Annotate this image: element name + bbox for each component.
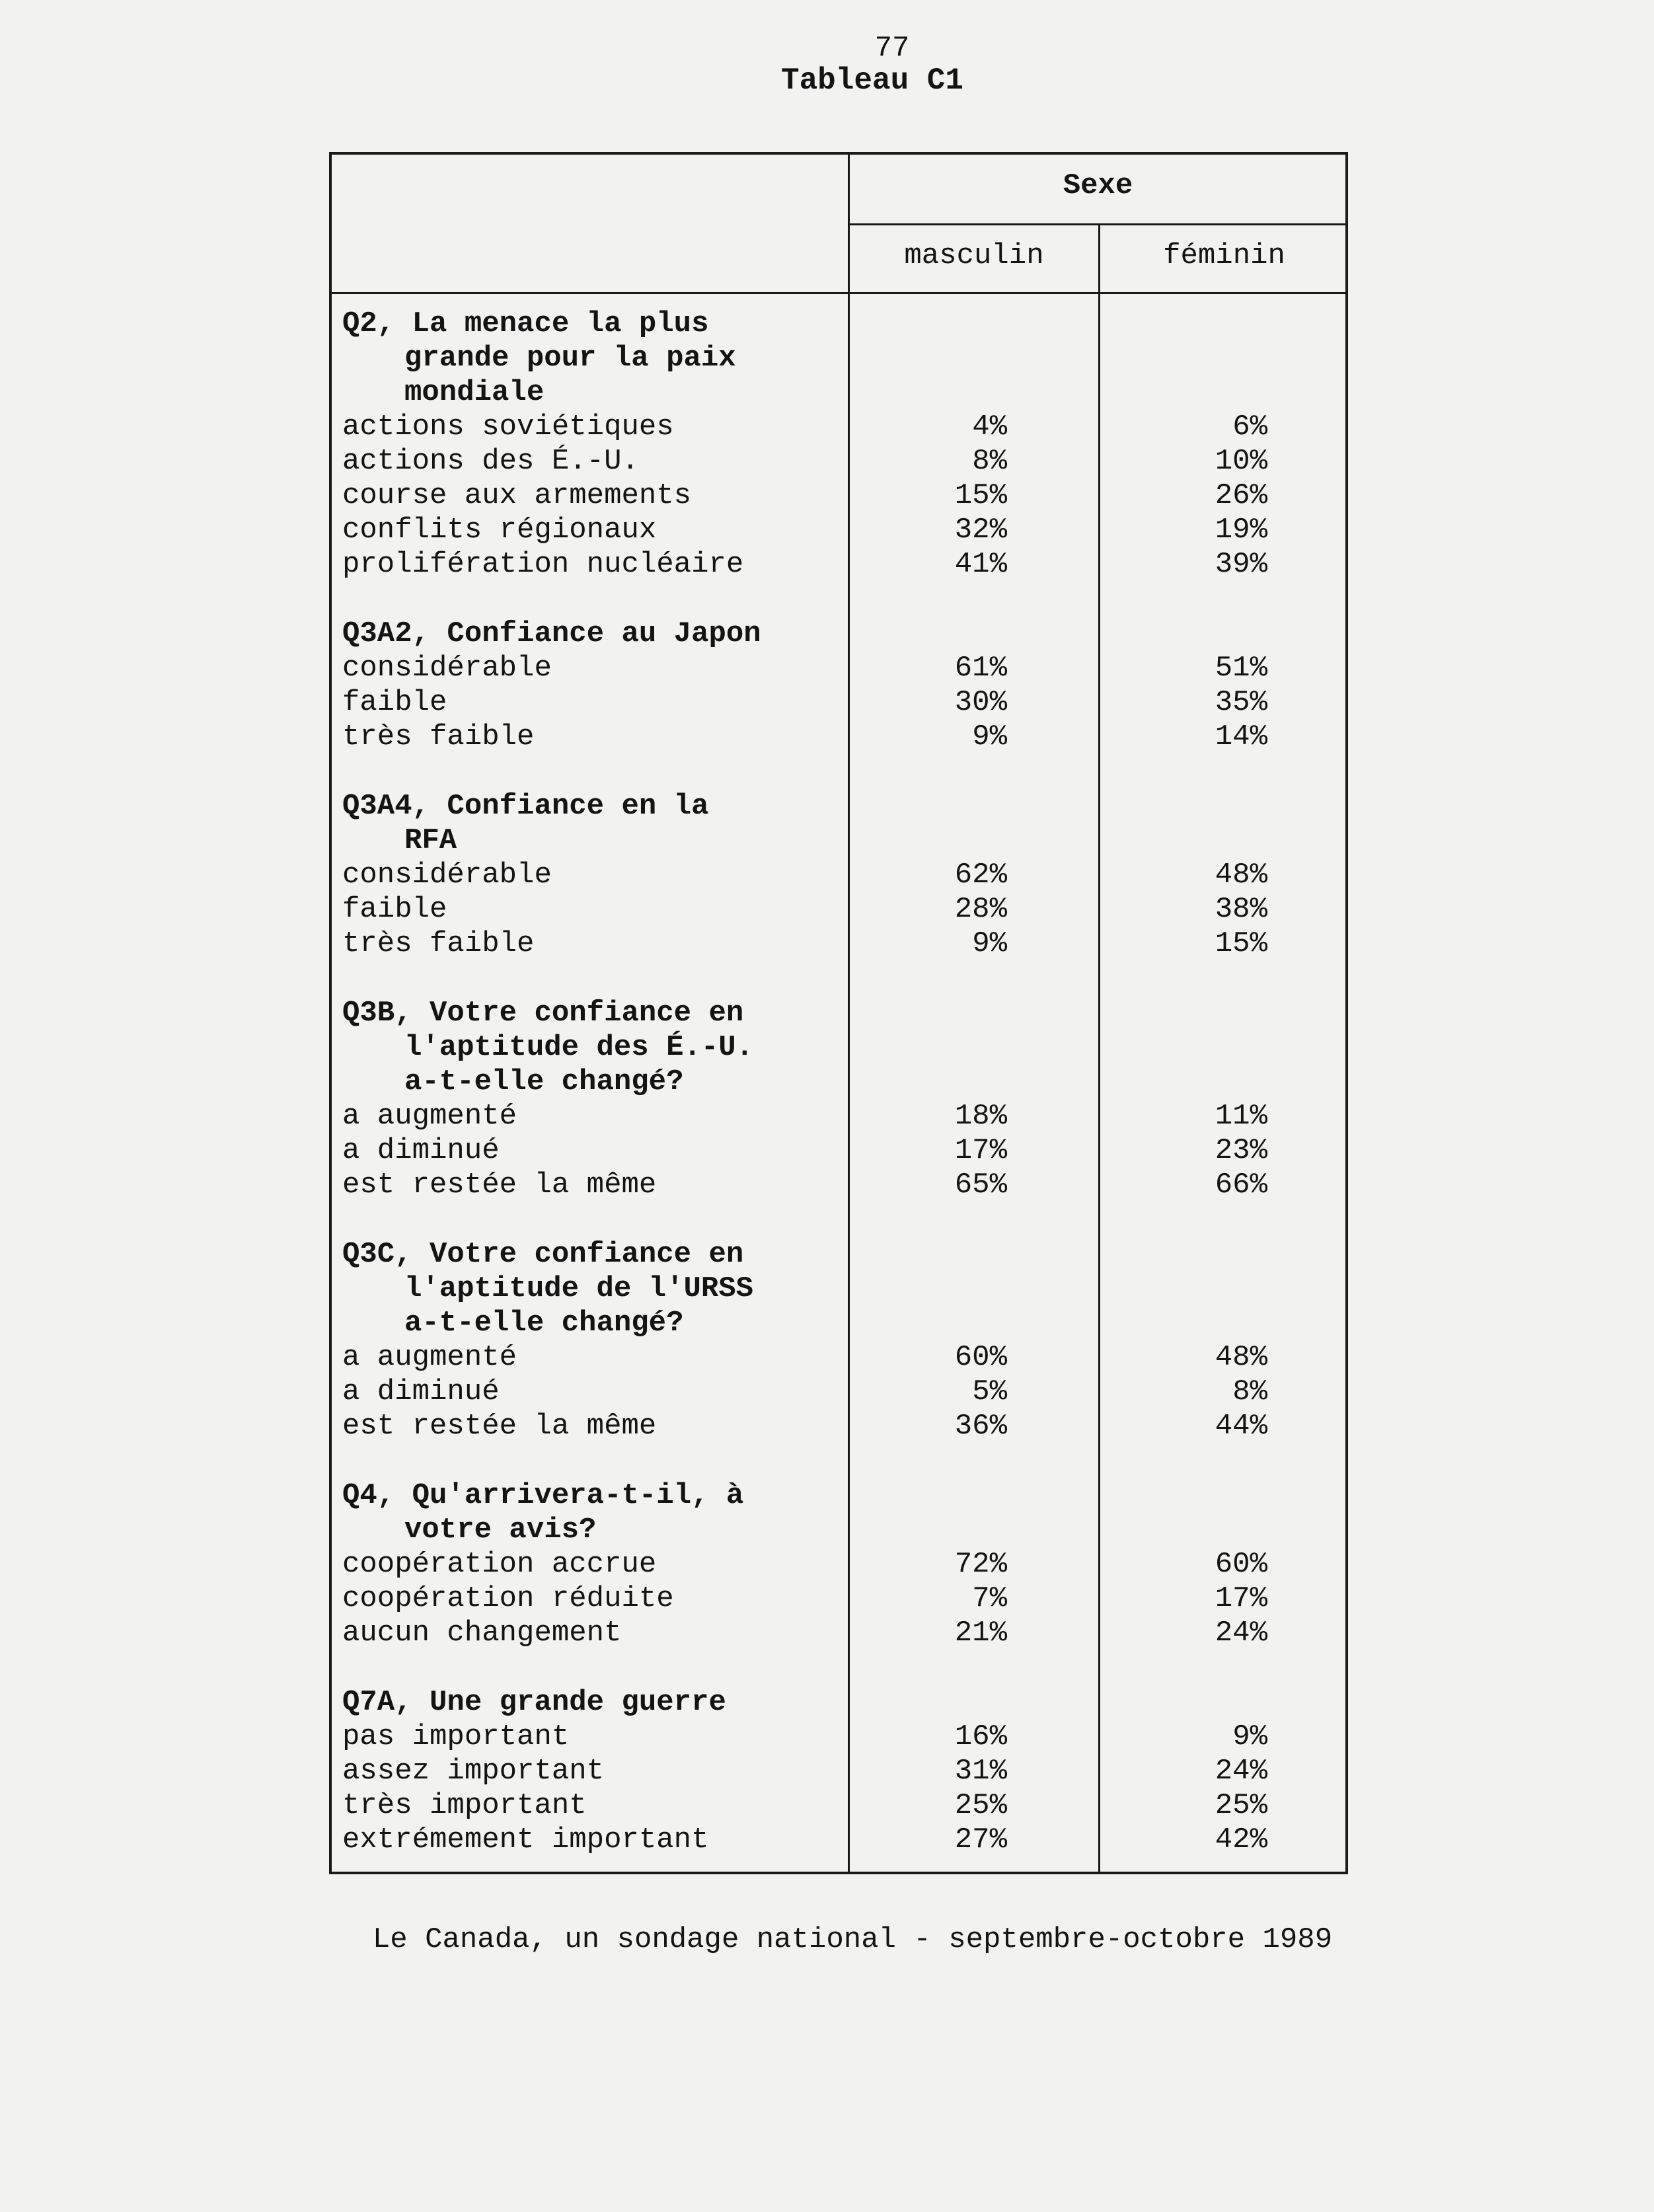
value-masculin: 4%	[972, 410, 1007, 443]
answer-label: aucun changement	[342, 1617, 622, 1650]
value-masculin: 8%	[972, 445, 1007, 478]
value-feminin: 25%	[1215, 1789, 1267, 1822]
question-heading	[342, 375, 1347, 410]
value-masculin: 31%	[954, 1755, 1007, 1788]
value-masculin: 7%	[972, 1582, 1007, 1615]
value-feminin: 23%	[1215, 1134, 1267, 1167]
answer-label: faible	[342, 893, 447, 926]
answer-label: assez important	[342, 1755, 605, 1788]
section-spacer	[342, 1443, 1347, 1478]
question-text: l'aptitude de l'URSS	[404, 1272, 754, 1305]
value-masculin: 28%	[954, 893, 1007, 926]
table-row	[342, 1133, 1347, 1168]
table-row	[342, 410, 1347, 444]
question-text: Q7A, Une grande guerre	[342, 1686, 726, 1719]
value-feminin: 66%	[1215, 1168, 1267, 1201]
value-masculin: 41%	[954, 548, 1007, 581]
table-row	[342, 1823, 1347, 1857]
question-text: Q3B, Votre confiance en	[342, 997, 744, 1030]
value-feminin: 9%	[1232, 1720, 1267, 1753]
question-heading	[342, 1065, 1347, 1099]
answer-label: très faible	[342, 927, 535, 960]
value-masculin: 16%	[954, 1720, 1007, 1753]
answer-label: coopération accrue	[342, 1548, 657, 1581]
question-text: l'aptitude des É.-U.	[404, 1031, 754, 1064]
section-spacer	[342, 582, 1347, 617]
survey-table	[329, 152, 1348, 1874]
table-row	[342, 478, 1347, 513]
value-feminin: 48%	[1215, 858, 1267, 892]
value-masculin: 5%	[972, 1375, 1007, 1408]
value-feminin: 17%	[1215, 1582, 1267, 1615]
value-feminin: 26%	[1215, 479, 1267, 512]
question-heading	[342, 1237, 1347, 1272]
value-feminin: 51%	[1215, 652, 1267, 685]
value-masculin: 62%	[954, 858, 1007, 892]
question-text: mondiale	[404, 376, 545, 409]
footer-source: Le Canada, un sondage national - septembre-octobre 1989	[372, 1923, 1333, 1956]
value-masculin: 36%	[954, 1410, 1007, 1443]
value-feminin: 24%	[1215, 1755, 1267, 1788]
value-feminin: 42%	[1215, 1823, 1267, 1856]
value-masculin: 65%	[954, 1168, 1007, 1201]
value-feminin: 60%	[1215, 1548, 1267, 1581]
question-heading	[342, 307, 1347, 341]
section-spacer	[342, 1202, 1347, 1237]
value-feminin: 39%	[1215, 548, 1267, 581]
value-masculin: 21%	[954, 1617, 1007, 1650]
table-row	[342, 892, 1347, 927]
question-heading	[342, 1030, 1347, 1065]
answer-label: a diminué	[342, 1375, 500, 1408]
value-feminin: 48%	[1215, 1341, 1267, 1374]
table-row	[342, 1547, 1347, 1582]
answer-label: a augmenté	[342, 1100, 517, 1133]
question-heading	[342, 996, 1347, 1030]
question-text: Q2, La menace la plus	[342, 307, 709, 340]
question-text: Q3C, Votre confiance en	[342, 1238, 744, 1271]
answer-label: est restée la même	[342, 1410, 657, 1443]
value-masculin: 9%	[972, 720, 1007, 753]
table-row	[342, 1720, 1347, 1754]
header-divider-bottom	[332, 292, 1345, 294]
value-masculin: 32%	[954, 514, 1007, 547]
value-feminin: 38%	[1215, 893, 1267, 926]
answer-label: actions des É.-U.	[342, 445, 639, 478]
question-heading	[342, 1513, 1347, 1547]
answer-label: très important	[342, 1789, 587, 1822]
column-header-feminin: féminin	[1163, 239, 1285, 272]
value-feminin: 19%	[1215, 514, 1267, 547]
value-masculin: 18%	[954, 1100, 1007, 1133]
table-row	[342, 513, 1347, 547]
value-masculin: 15%	[954, 479, 1007, 512]
answer-label: très faible	[342, 720, 535, 753]
section-spacer	[342, 961, 1347, 996]
table-row	[342, 1340, 1347, 1375]
question-text: Q4, Qu'arrivera-t-il, à	[342, 1479, 744, 1512]
value-masculin: 30%	[954, 686, 1007, 719]
question-text: grande pour la paix	[404, 342, 736, 375]
question-heading	[342, 617, 1347, 651]
value-feminin: 8%	[1232, 1375, 1267, 1408]
value-feminin: 6%	[1232, 410, 1267, 443]
value-masculin: 61%	[954, 652, 1007, 685]
value-masculin: 60%	[954, 1341, 1007, 1374]
value-masculin: 9%	[972, 927, 1007, 960]
page-number: 77	[874, 32, 910, 65]
question-text: Q3A2, Confiance au Japon	[342, 617, 761, 650]
table-row	[342, 651, 1347, 685]
question-heading	[342, 341, 1347, 375]
question-heading	[342, 823, 1347, 858]
answer-label: prolifération nucléaire	[342, 548, 744, 581]
question-heading	[342, 1685, 1347, 1720]
question-text: votre avis?	[404, 1513, 597, 1546]
value-feminin: 10%	[1215, 445, 1267, 478]
answer-label: actions soviétiques	[342, 410, 674, 443]
value-feminin: 35%	[1215, 686, 1267, 719]
value-feminin: 44%	[1215, 1410, 1267, 1443]
page-title: Tableau C1	[780, 63, 964, 98]
table-row	[342, 1788, 1347, 1823]
answer-label: est restée la même	[342, 1168, 657, 1201]
table-row	[342, 1375, 1347, 1409]
table-row	[342, 1409, 1347, 1443]
value-masculin: 17%	[954, 1134, 1007, 1167]
table-row	[342, 1582, 1347, 1616]
section-spacer	[342, 754, 1347, 789]
section-spacer	[342, 1650, 1347, 1685]
table-row	[342, 1168, 1347, 1202]
answer-label: pas important	[342, 1720, 570, 1753]
value-feminin: 11%	[1215, 1100, 1267, 1133]
table-row	[342, 1616, 1347, 1650]
answer-label: course aux armements	[342, 479, 692, 512]
table-row	[342, 1754, 1347, 1788]
table-row	[342, 1099, 1347, 1133]
answer-label: coopération réduite	[342, 1582, 674, 1615]
group-header-sexe: Sexe	[1063, 169, 1133, 202]
table-body	[342, 307, 1347, 1857]
table-row	[342, 858, 1347, 892]
table-row	[342, 547, 1347, 582]
question-heading	[342, 1478, 1347, 1513]
answer-label: a augmenté	[342, 1341, 517, 1374]
question-text: a-t-elle changé?	[404, 1307, 684, 1340]
table-row	[342, 685, 1347, 720]
answer-label: conflits régionaux	[342, 514, 657, 547]
question-text: Q3A4, Confiance en la	[342, 790, 709, 823]
value-masculin: 25%	[954, 1789, 1007, 1822]
column-header-masculin: masculin	[904, 239, 1044, 272]
table-row	[342, 927, 1347, 961]
table-row	[342, 444, 1347, 478]
answer-label: considérable	[342, 858, 552, 892]
answer-label: faible	[342, 686, 447, 719]
value-feminin: 14%	[1215, 720, 1267, 753]
answer-label: a diminué	[342, 1134, 500, 1167]
answer-label: extrémement important	[342, 1823, 709, 1856]
question-heading	[342, 789, 1347, 823]
table-row	[342, 720, 1347, 754]
question-text: a-t-elle changé?	[404, 1065, 684, 1098]
question-heading	[342, 1306, 1347, 1340]
answer-label: considérable	[342, 652, 552, 685]
value-masculin: 72%	[954, 1548, 1007, 1581]
value-feminin: 15%	[1215, 927, 1267, 960]
value-feminin: 24%	[1215, 1617, 1267, 1650]
question-heading	[342, 1272, 1347, 1306]
value-masculin: 27%	[954, 1823, 1007, 1856]
question-text: RFA	[404, 824, 457, 857]
header-divider-group	[848, 223, 1345, 225]
